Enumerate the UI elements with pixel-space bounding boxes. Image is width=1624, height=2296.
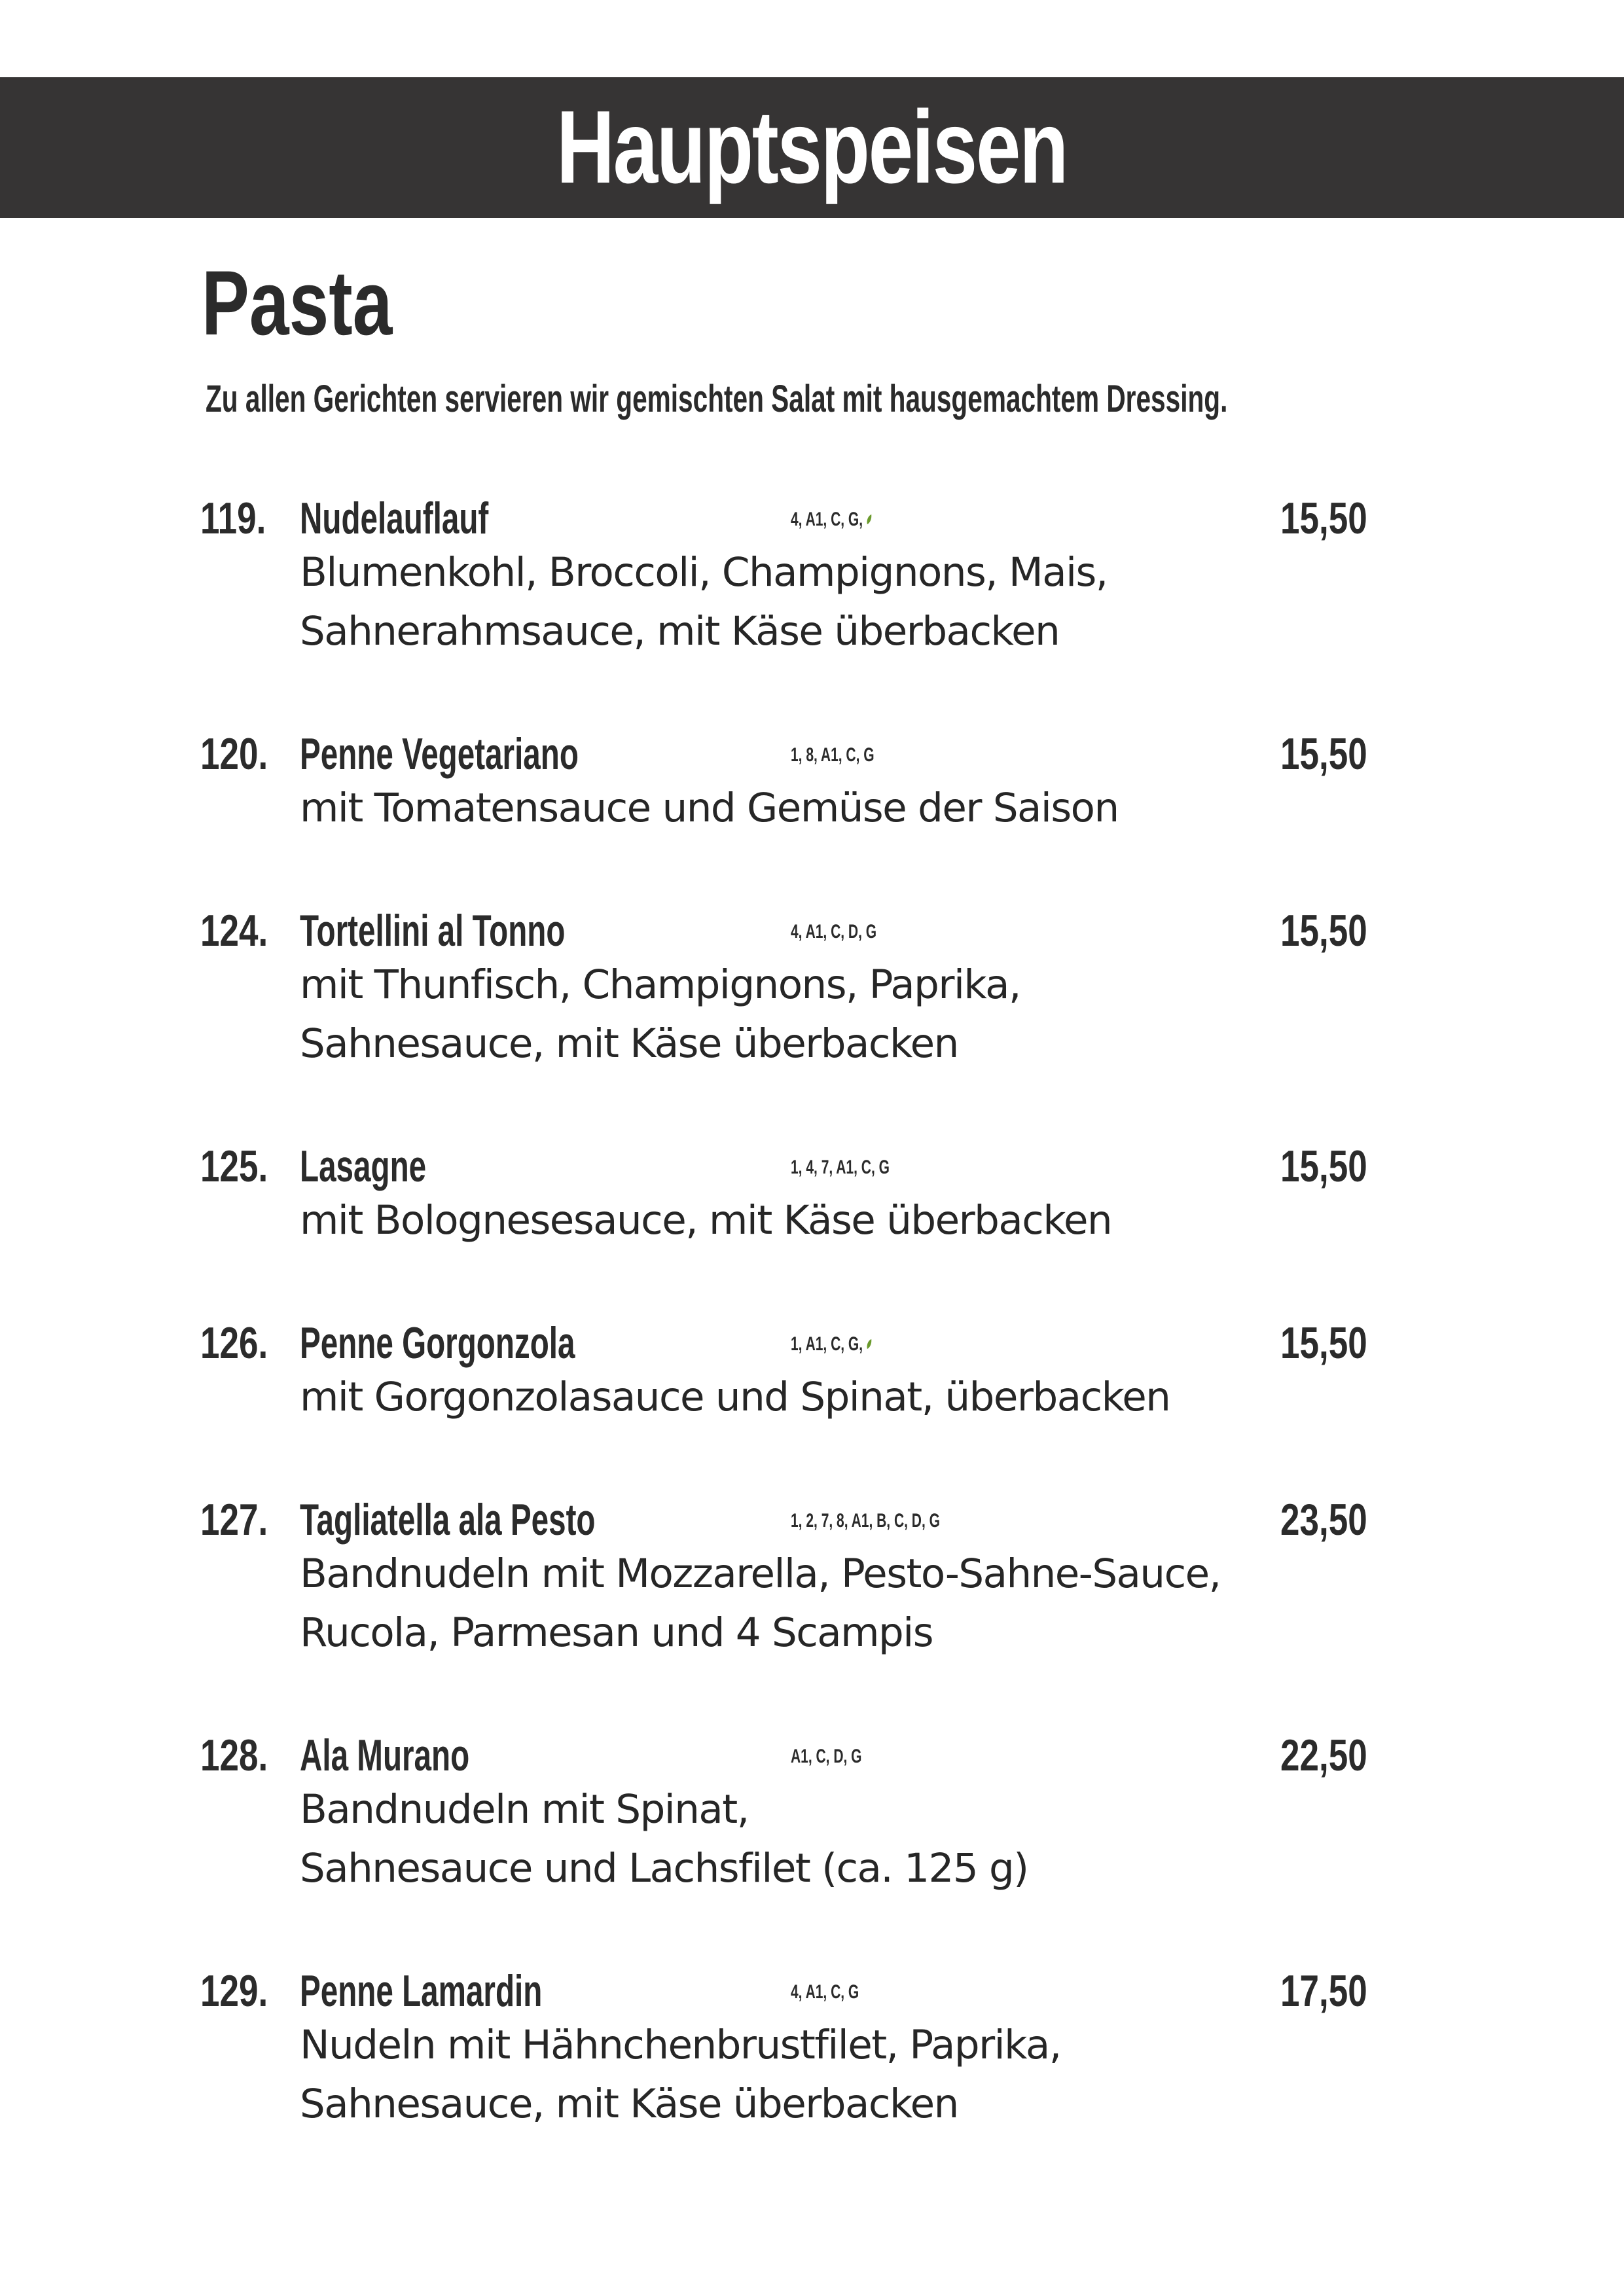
item-number: 125. bbox=[200, 1141, 268, 1191]
allergen-codes: 4, A1, C, G, bbox=[791, 509, 863, 530]
allergen-codes: A1, C, D, G bbox=[791, 1746, 862, 1767]
item-number: 124. bbox=[200, 906, 268, 956]
item-price: 15,50 bbox=[1280, 906, 1367, 956]
item-description bbox=[300, 2016, 1061, 2134]
item-description bbox=[300, 1545, 1221, 1662]
item-description-line: Rucola, Parmesan und 4 Scampis bbox=[300, 1609, 933, 1656]
item-description bbox=[300, 1780, 1028, 1898]
allergen-codes: 1, A1, C, G, bbox=[791, 1333, 863, 1355]
item-name: Ala Murano bbox=[300, 1731, 470, 1780]
item-description bbox=[300, 956, 1020, 1073]
item-description-line: Sahnesauce, mit Käse überbacken bbox=[300, 1020, 958, 1067]
item-description bbox=[300, 1368, 1170, 1427]
leaf-icon bbox=[867, 514, 872, 526]
leaf-icon bbox=[867, 1338, 872, 1350]
item-allergens bbox=[791, 919, 876, 945]
item-allergens bbox=[791, 1508, 940, 1534]
item-description-line: mit Bolognesesauce, mit Käse überbacken bbox=[300, 1197, 1112, 1244]
item-allergens bbox=[791, 742, 875, 768]
allergen-codes: 4, A1, C, D, G bbox=[791, 921, 877, 942]
item-number: 127. bbox=[200, 1495, 268, 1545]
item-price: 15,50 bbox=[1280, 493, 1367, 543]
section-title: Pasta bbox=[202, 251, 393, 354]
item-description-line: Sahnerahmsauce, mit Käse überbacken bbox=[300, 608, 1060, 655]
page-title: Hauptspeisen bbox=[556, 90, 1068, 205]
allergen-codes: 1, 2, 7, 8, A1, B, C, D, G bbox=[791, 1510, 940, 1532]
item-description-line: mit Gorgonzolasauce und Spinat, überbacken bbox=[300, 1374, 1170, 1420]
item-description bbox=[300, 1191, 1111, 1250]
item-number: 119. bbox=[200, 493, 266, 543]
item-name: Lasagne bbox=[300, 1141, 427, 1191]
item-name: Tagliatella ala Pesto bbox=[300, 1495, 596, 1545]
item-price: 17,50 bbox=[1280, 1966, 1367, 2016]
item-name: Penne Gorgonzola bbox=[300, 1318, 575, 1368]
item-allergens bbox=[791, 507, 872, 533]
item-description bbox=[300, 779, 1119, 838]
item-description-line: Bandnudeln mit Mozzarella, Pesto-Sahne-Sauce, bbox=[300, 1551, 1221, 1597]
item-number: 129. bbox=[200, 1966, 268, 2016]
item-allergens bbox=[791, 1331, 872, 1357]
item-name: Penne Lamardin bbox=[300, 1966, 543, 2016]
item-price: 22,50 bbox=[1280, 1731, 1367, 1780]
allergen-codes: 4, A1, C, G bbox=[791, 1981, 859, 2003]
item-description-line: Bandnudeln mit Spinat, bbox=[300, 1786, 749, 1833]
item-price: 23,50 bbox=[1280, 1495, 1367, 1545]
item-allergens bbox=[791, 1744, 862, 1770]
item-price: 15,50 bbox=[1280, 1318, 1367, 1368]
item-price: 15,50 bbox=[1280, 1141, 1367, 1191]
item-number: 128. bbox=[200, 1731, 268, 1780]
item-description-line: mit Thunfisch, Champignons, Paprika, bbox=[300, 961, 1020, 1008]
item-allergens bbox=[791, 1155, 890, 1181]
item-number: 120. bbox=[200, 729, 268, 779]
item-name: Penne Vegetariano bbox=[300, 729, 579, 779]
item-description bbox=[300, 543, 1108, 661]
item-description-line: Nudeln mit Hähnchenbrustfilet, Paprika, bbox=[300, 2022, 1061, 2068]
item-description-line: Blumenkohl, Broccoli, Champignons, Mais, bbox=[300, 549, 1108, 596]
item-number: 126. bbox=[200, 1318, 268, 1368]
item-name: Nudelauflauf bbox=[300, 493, 489, 543]
item-price: 15,50 bbox=[1280, 729, 1367, 779]
item-name: Tortellini al Tonno bbox=[300, 906, 566, 956]
item-description-line: Sahnesauce, mit Käse überbacken bbox=[300, 2081, 958, 2127]
allergen-codes: 1, 4, 7, A1, C, G bbox=[791, 1157, 890, 1178]
allergen-codes: 1, 8, A1, C, G bbox=[791, 744, 875, 766]
section-subtitle: Zu allen Gerichten servieren wir gemischten Salat mit hausgemachtem Dressing. bbox=[206, 378, 1228, 420]
item-description-line: Sahnesauce und Lachsfilet (ca. 125 g) bbox=[300, 1845, 1028, 1892]
item-description-line: mit Tomatensauce und Gemüse der Saison bbox=[300, 785, 1119, 831]
item-allergens bbox=[791, 1979, 859, 2005]
